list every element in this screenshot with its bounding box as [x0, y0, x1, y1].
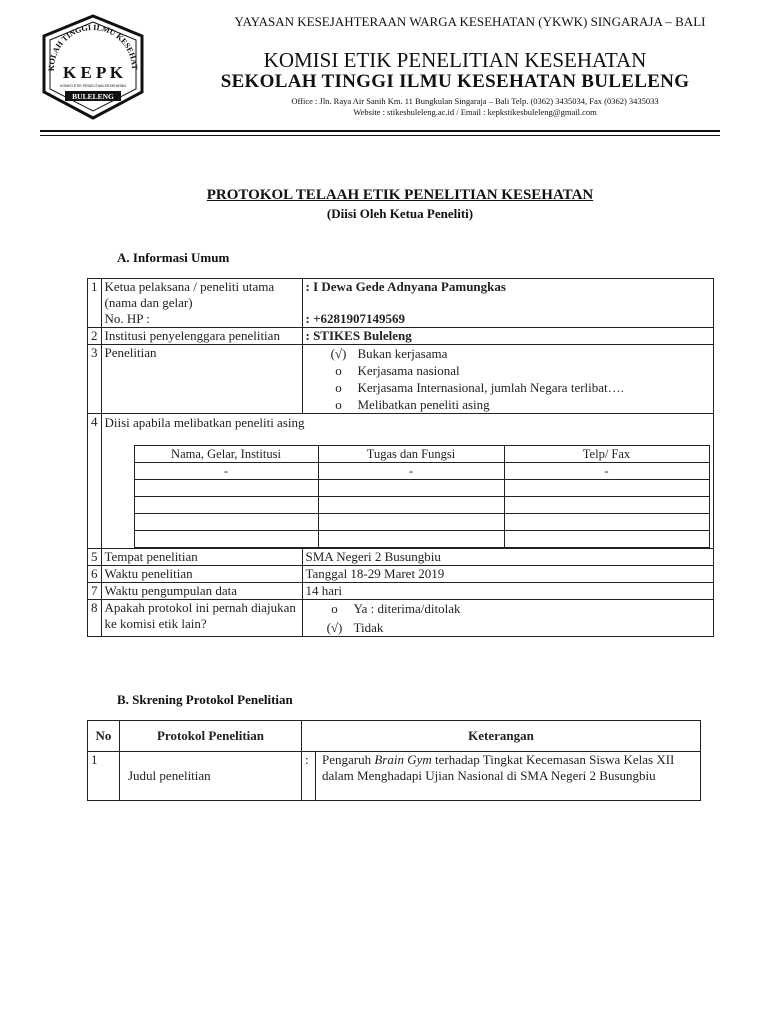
bullet-icon: o	[335, 363, 342, 378]
table-cell: -	[134, 463, 318, 480]
institution-value: : STIKES Buleleng	[302, 328, 713, 345]
bullet-icon: o	[335, 380, 342, 395]
row-number: 1	[88, 279, 102, 328]
option-label: Ya : diterima/ditolak	[353, 601, 461, 616]
option-label: Kerjasama nasional	[357, 363, 460, 378]
row-number: 4	[88, 414, 102, 549]
logo-kepk-text: K E P K	[63, 63, 123, 82]
option-item	[330, 362, 710, 379]
row-number: 8	[88, 600, 102, 637]
table-row	[88, 583, 714, 600]
school-name: SEKOLAH TINGGI ILMU KESEHATAN BULELENG	[220, 71, 690, 92]
row-label	[101, 279, 302, 328]
column-header: No	[88, 721, 120, 752]
header-rule-thin	[40, 135, 720, 136]
row-number: 5	[88, 549, 102, 566]
table-row	[134, 480, 709, 497]
option-item	[330, 379, 710, 396]
row-number: 6	[88, 566, 102, 583]
row-number: 1	[88, 752, 120, 801]
bullet-icon: o	[335, 397, 342, 412]
table-row	[134, 463, 709, 480]
table-cell	[134, 514, 318, 531]
foundation-name: YAYASAN KESEJAHTERAAN WARGA KESEHATAN (YKWK) SINGARAJA – BALI	[234, 14, 706, 29]
table-row	[88, 600, 714, 637]
foreign-researcher-table	[134, 445, 710, 548]
section-a-heading: A. Informasi Umum	[117, 250, 230, 265]
header-rule-thick	[40, 130, 720, 132]
table-row	[134, 514, 709, 531]
row-label: Diisi apabila melibatkan peneliti asing	[104, 415, 305, 430]
option-item	[330, 345, 710, 362]
logo-small-text: KOMISI ETIK PENELITIAN KESEHATAN	[60, 84, 126, 88]
kepk-logo	[38, 14, 148, 120]
committee-name: KOMISI ETIK PENELITIAN KESEHATAN	[263, 48, 647, 72]
office-address: Office : Jln. Raya Air Sanih Km. 11 Bungkulan Singaraja – Bali Telp. (0362) 3435034, Fax (0362) 3435033	[291, 96, 659, 106]
column-header: Nama, Gelar, Institusi	[134, 446, 318, 463]
logo-bottom-text: BULELENG	[72, 92, 114, 101]
column-header: Telp/ Fax	[504, 446, 709, 463]
table-cell	[318, 480, 504, 497]
row-label: Institusi penyelenggara penelitian	[101, 328, 302, 345]
option-label: Bukan kerjasama	[357, 346, 448, 361]
protocol-screening-table	[87, 720, 701, 801]
researcher-name: : I Dewa Gede Adnyana Pamungkas	[305, 279, 506, 294]
table-row	[88, 752, 701, 801]
column-header: Tugas dan Fungsi	[318, 446, 504, 463]
table-row	[88, 414, 714, 549]
checkmark-icon: (√)	[326, 620, 343, 635]
table-cell	[504, 531, 709, 548]
option-item	[326, 600, 710, 617]
row-number: 2	[88, 328, 102, 345]
table-cell	[504, 480, 709, 497]
row-label: Penelitian	[101, 345, 302, 414]
duration-value: 14 hari	[302, 583, 713, 600]
table-cell	[318, 514, 504, 531]
time-value: Tanggal 18-29 Maret 2019	[302, 566, 713, 583]
table-row	[88, 566, 714, 583]
row-colon: :	[302, 752, 316, 801]
table-cell	[134, 497, 318, 514]
table-row	[88, 345, 714, 414]
table-row	[134, 497, 709, 514]
row-number: 7	[88, 583, 102, 600]
row-label-text: No. HP :	[104, 311, 150, 326]
document-subtitle: (Diisi Oleh Ketua Peneliti)	[326, 206, 474, 221]
title-text: terhadap Tingkat Kecemasan Siswa Kelas XII dalam Menghadapi Ujian Nasional di SMA Negeri 2 Busungbiu	[322, 752, 675, 783]
row-label: Waktu pengumpulan data	[101, 583, 302, 600]
document-title: PROTOKOL TELAAH ETIK PENELITIAN KESEHATAN	[206, 187, 594, 203]
option-item	[330, 396, 710, 413]
row-label-text: Ketua pelaksana / peneliti utama (nama dan gelar)	[104, 279, 275, 310]
general-info-table	[87, 278, 714, 637]
row-value	[302, 279, 713, 328]
table-cell	[318, 531, 504, 548]
submission-options	[302, 600, 713, 637]
research-type-options	[302, 345, 713, 414]
table-row	[88, 279, 714, 328]
row-number: 3	[88, 345, 102, 414]
option-label: Tidak	[353, 620, 384, 635]
table-cell	[504, 497, 709, 514]
checkmark-icon: (√)	[330, 346, 347, 361]
table-row	[88, 328, 714, 345]
section-b-heading: B. Skrening Protokol Penelitian	[117, 692, 293, 707]
table-cell	[504, 514, 709, 531]
title-emphasis: Brain Gym	[374, 752, 432, 767]
phone-number: : +6281907149569	[305, 311, 405, 326]
table-row	[88, 549, 714, 566]
option-item	[326, 619, 710, 636]
website-email: Website : stikesbuleleng.ac.id / Email : kepkstikesbuleleng@gmail.com	[353, 107, 597, 117]
row-label: Judul penelitian	[120, 752, 302, 801]
column-header: Protokol Penelitian	[120, 721, 302, 752]
location-value: SMA Negeri 2 Busungbiu	[302, 549, 713, 566]
row-label: Tempat penelitian	[101, 549, 302, 566]
row-label: Apakah protokol ini pernah diajukan ke komisi etik lain?	[101, 600, 302, 637]
option-label: Melibatkan peneliti asing	[357, 397, 490, 412]
foreign-researcher-cell	[101, 414, 713, 549]
row-label: Waktu penelitian	[101, 566, 302, 583]
table-cell	[134, 531, 318, 548]
table-header-row	[134, 446, 709, 463]
title-text: Pengaruh	[322, 752, 375, 767]
option-label: Kerjasama Internasional, jumlah Negara terlibat….	[357, 380, 624, 395]
bullet-icon: o	[331, 601, 338, 616]
column-header: Keterangan	[302, 721, 701, 752]
table-row	[134, 531, 709, 548]
table-cell	[318, 497, 504, 514]
table-cell	[134, 480, 318, 497]
table-cell: -	[504, 463, 709, 480]
table-cell: -	[318, 463, 504, 480]
logo-arc-text: KOLAH TINGGI ILMU KESEHAT	[46, 22, 140, 72]
table-header-row	[88, 721, 701, 752]
research-title-value	[316, 752, 701, 801]
